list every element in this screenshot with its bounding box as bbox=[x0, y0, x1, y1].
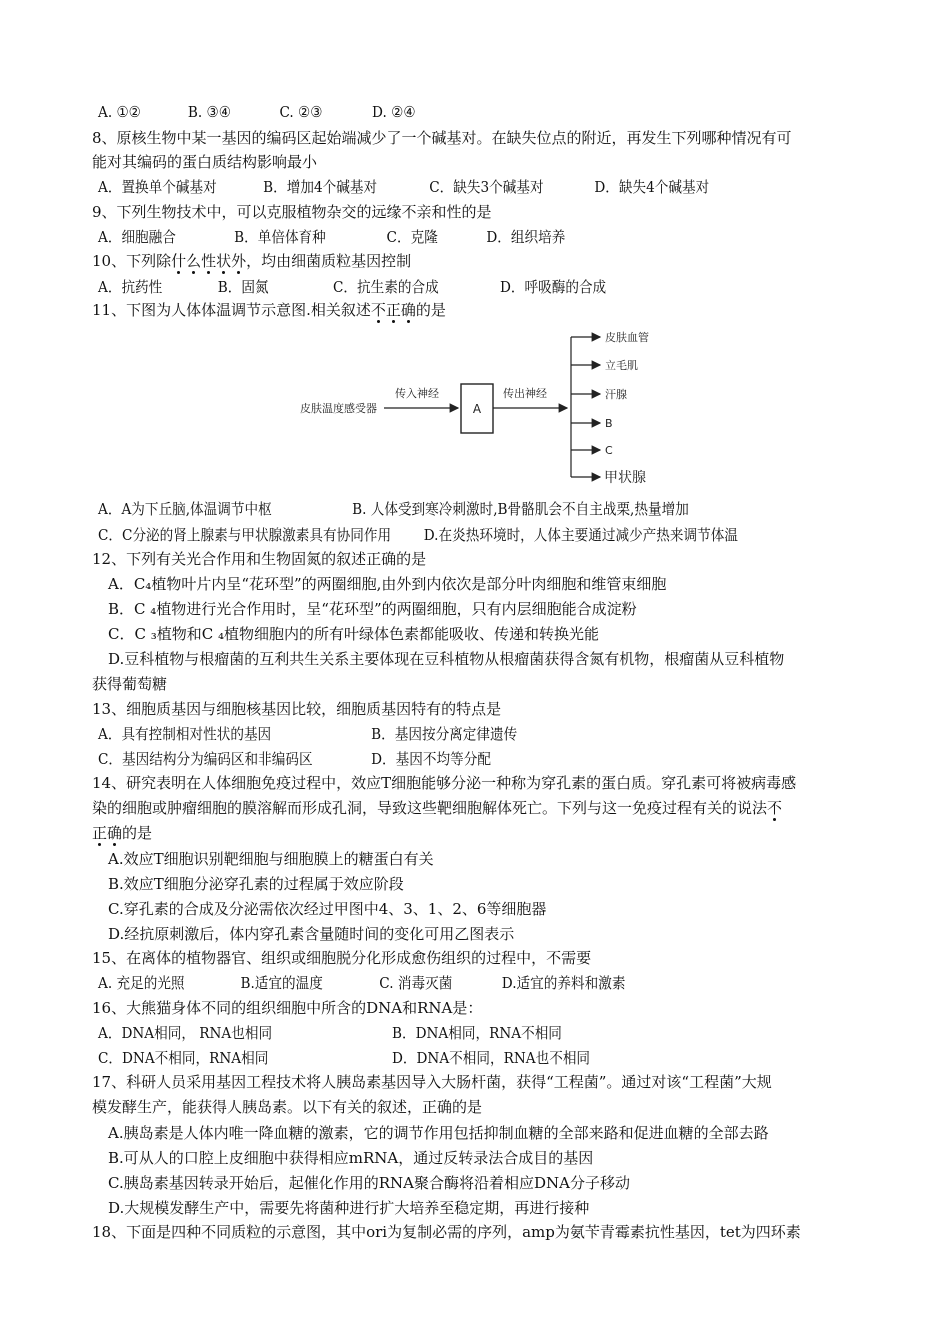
target-label: 立毛肌 bbox=[605, 359, 638, 372]
q12-option-c: C．C ₃植物和C ₄植物细胞内的所有叶绿体色素都能吸收、传递和转换光能 bbox=[108, 625, 599, 643]
q14-stem-line-2 bbox=[92, 797, 782, 819]
emphasis-char: 不 bbox=[370, 301, 386, 319]
q13-option-c: C．基因结构分为编码区和非编码区 bbox=[97, 750, 313, 768]
emphasis-char: 正 bbox=[92, 824, 108, 842]
target-label: B bbox=[605, 417, 613, 430]
q14-stem-line-1: 14、研究表明在人体细胞免疫过程中，效应T细胞能够分泌一种称为穿孔素的蛋白质。穿孔素可将被病毒感 bbox=[92, 774, 797, 792]
q15-option-d: D.适宜的养料和激素 bbox=[501, 974, 626, 992]
emphasis-char: 确 bbox=[107, 824, 123, 842]
target-label: 甲状腺 bbox=[604, 470, 646, 486]
q15-stem: 15、在离体的植物器官、组织或细胞脱分化形成愈伤组织的过程中，不需要 bbox=[92, 949, 592, 967]
q9-option-a: A．细胞融合 bbox=[97, 228, 176, 246]
q12-option-a: A．C₄植物叶片内呈“花环型”的两圈细胞,由外到内依次是部分叶肉细胞和维管束细胞 bbox=[108, 575, 667, 593]
q8-stem-line-2: 能对其编码的蛋白质结构影响最小 bbox=[92, 153, 318, 171]
q11-stem-post: 的是 bbox=[415, 301, 446, 319]
q7-option-b: B. ③④ bbox=[187, 103, 231, 121]
emphasis-char: 外 bbox=[231, 252, 247, 270]
q16-option-b: B．DNA相同，RNA不相同 bbox=[391, 1024, 562, 1042]
q13-option-d: D．基因不均等分配 bbox=[371, 750, 491, 768]
q17-option-c: C.胰岛素基因转录开始后，起催化作用的RNA聚合酶将沿着相应DNA分子移动 bbox=[108, 1174, 630, 1192]
q16-option-a: A．DNA相同， RNA也相同 bbox=[97, 1024, 273, 1042]
q17-option-a: A.胰岛素是人体内唯一降血糖的激素，它的调节作用包括抑制血糖的全部来路和促进血糖的全部去路 bbox=[108, 1124, 769, 1142]
emphasis-char: 不 bbox=[767, 799, 783, 817]
q11-stem bbox=[92, 299, 446, 321]
emphasis-char: 状 bbox=[216, 252, 232, 270]
q10-option-a: A．抗药性 bbox=[97, 278, 163, 296]
q11-stem-pre: 11、下图为人体体温调节示意图.相关叙述 bbox=[92, 301, 371, 319]
q15-option-c: C. 消毒灭菌 bbox=[379, 974, 453, 992]
q7-option-d: D. ②④ bbox=[372, 103, 416, 121]
q17-stem-line-2: 模发酵生产，能获得人胰岛素。以下有关的叙述，正确的是 bbox=[92, 1098, 483, 1116]
q9-stem: 9、下列生物技术中，可以克服植物杂交的远缘不亲和性的是 bbox=[92, 203, 492, 221]
q16-stem: 16、大熊猫身体不同的组织细胞中所含的DNA和RNA是： bbox=[92, 999, 483, 1017]
q8-option-c: C．缺失3个碱基对 bbox=[429, 178, 544, 196]
emphasis-char: 么 bbox=[186, 252, 202, 270]
q7-option-a: A. ①② bbox=[97, 103, 141, 121]
q16-option-c: C．DNA不相同，RNA相同 bbox=[97, 1049, 269, 1067]
q12-option-d-line-1: D.豆科植物与根瘤菌的互利共生关系主要体现在豆科植物从根瘤菌获得含氮有机物，根瘤菌从豆科植物 bbox=[108, 650, 785, 668]
q17-stem-line-1: 17、科研人员采用基因工程技术将人胰岛素基因导入大肠杆菌，获得“工程菌”。通过对该“工程菌”大规 bbox=[92, 1073, 772, 1091]
q11-option-d: D.在炎热环境时，人体主要通过减少产热来调节体温 bbox=[423, 526, 738, 544]
q11-option-b: B. 人体受到寒冷刺激时,B骨骼肌会不自主战栗,热量增加 bbox=[352, 500, 689, 518]
q7-option-c: C. ②③ bbox=[279, 103, 323, 121]
center-label: A bbox=[472, 402, 482, 416]
q9-option-c: C．克隆 bbox=[386, 228, 438, 246]
q13-option-a: A．具有控制相对性状的基因 bbox=[97, 725, 272, 743]
emphasis-char: 什 bbox=[171, 252, 187, 270]
q10-stem bbox=[92, 250, 411, 272]
q8-option-b: B．增加4个碱基对 bbox=[263, 178, 378, 196]
q14-stem-line-2-text: 染的细胞或肿瘤细胞的膜溶解而形成孔洞，导致这些靶细胞解体死亡。下列与这一免疫过程有关的说法 bbox=[92, 799, 768, 817]
q14-option-d: D.经抗原刺激后，体内穿孔素含量随时间的变化可用乙图表示 bbox=[108, 925, 515, 943]
q12-option-b: B．C ₄植物进行光合作用时，呈“花环型”的两圈细胞，只有内层细胞能合成淀粉 bbox=[108, 600, 637, 618]
q9-option-b: B．单倍体育种 bbox=[234, 228, 326, 246]
q14-option-b: B.效应T细胞分泌穿孔素的过程属于效应阶段 bbox=[108, 875, 404, 893]
q14-option-a: A.效应T细胞识别靶细胞与细胞膜上的糖蛋白有关 bbox=[108, 850, 434, 868]
q10-option-d: D．呼吸酶的合成 bbox=[499, 278, 607, 296]
q10-stem-post: ，均由细菌质粒基因控制 bbox=[246, 252, 412, 270]
q16-option-d: D．DNA不相同，RNA也不相同 bbox=[391, 1049, 591, 1067]
q15-option-b: B.适宜的温度 bbox=[240, 974, 323, 992]
q11-option-c: C．C分泌的肾上腺素与甲状腺激素具有协同作用 bbox=[97, 526, 392, 544]
q15-option-a: A. 充足的光照 bbox=[97, 974, 185, 992]
q10-option-b: B．固氮 bbox=[217, 278, 269, 296]
emphasis-char: 确 bbox=[400, 301, 416, 319]
receptor-label: 皮肤温度感受器 bbox=[300, 402, 377, 415]
q14-stem-line-3 bbox=[92, 822, 152, 844]
q13-stem: 13、细胞质基因与细胞核基因比较，细胞质基因特有的特点是 bbox=[92, 700, 502, 718]
q17-option-d: D.大规模发酵生产中，需要先将菌种进行扩大培养至稳定期，再进行接种 bbox=[108, 1199, 590, 1217]
q14-stem-line-3-text: 的是 bbox=[122, 824, 153, 842]
target-branches bbox=[571, 337, 600, 477]
emphasis-char: 性 bbox=[201, 252, 217, 270]
target-label: 汗腺 bbox=[605, 388, 627, 401]
q11-option-a: A．A为下丘脑,体温调节中枢 bbox=[97, 500, 272, 518]
q8-option-a: A．置换单个碱基对 bbox=[97, 178, 217, 196]
afferent-label: 传入神经 bbox=[395, 387, 439, 400]
q12-stem: 12、下列有关光合作用和生物固氮的叙述正确的是 bbox=[92, 550, 427, 568]
q18-stem: 18、下面是四种不同质粒的示意图，其中ori为复制必需的序列，amp为氨苄青霉素抗性基因，tet为四环素 bbox=[92, 1223, 801, 1241]
q14-option-c: C.穿孔素的合成及分泌需依次经过甲图中4、3、1、2、6等细胞器 bbox=[108, 900, 547, 918]
target-label: 皮肤血管 bbox=[605, 331, 649, 344]
emphasis-char: 正 bbox=[385, 301, 401, 319]
q10-stem-pre: 10、下列除 bbox=[92, 252, 172, 270]
q8-option-d: D．缺失4个碱基对 bbox=[594, 178, 710, 196]
target-label: C bbox=[605, 444, 613, 457]
thermoregulation-diagram bbox=[0, 325, 950, 515]
q12-option-d-line-2: 获得葡萄糖 bbox=[92, 675, 168, 693]
q9-option-d: D．组织培养 bbox=[486, 228, 566, 246]
q10-option-c: C．抗生素的合成 bbox=[333, 278, 439, 296]
q8-stem-line-1: 8、原核生物中某一基因的编码区起始端减少了一个碱基对。在缺失位点的附近，再发生下列哪种情况有可 bbox=[92, 129, 792, 147]
q17-option-b: B.可从人的口腔上皮细胞中获得相应mRNA，通过反转录法合成目的基因 bbox=[108, 1149, 594, 1167]
q13-option-b: B．基因按分离定律遗传 bbox=[371, 725, 518, 743]
efferent-label: 传出神经 bbox=[503, 387, 547, 400]
